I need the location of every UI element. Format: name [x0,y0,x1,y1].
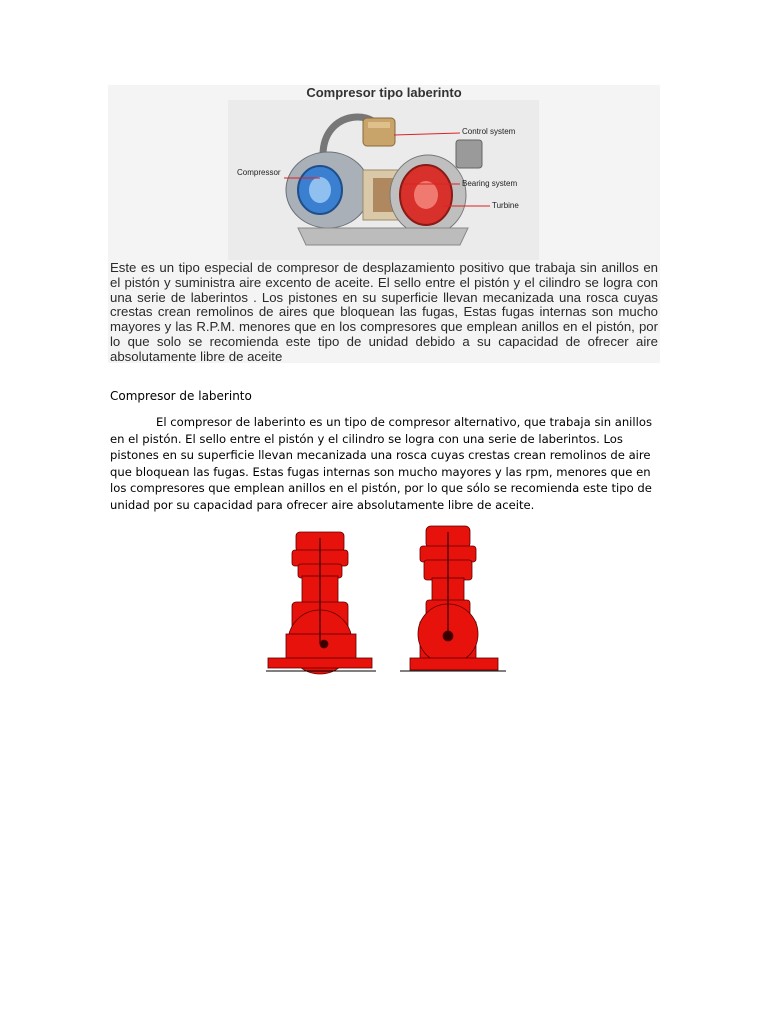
label-turbine: Turbine [492,201,519,210]
label-control-system: Control system [462,127,516,136]
section-paragraph [110,414,660,513]
label-bearing-system: Bearing system [462,179,518,188]
figure-title: Compresor tipo laberinto [306,85,462,100]
figure-paragraph: Este es un tipo especial de compresor de desplazamiento positivo que trabaja sin anillos en el pistón y suministra aire excento de aceite. El sello entre el pistón y el cilindro se logra con una serie de laberintos . Los pistones en su superficie llevan mecanizada una rosca cuyas crestas crean remolinos de aires que bloquean las fugas, Estas fugas internas son mucho mayores y las R.P.M. menores que en los compresores que emplean anillos en el pistón, por lo que solo se recomienda este tipo de unidad debido a su capacidad de ofrecer aire absolutamente libre de aceite [110,260,658,364]
compressor-cross-sections [262,524,510,676]
labyrinth-compressor-drawings [262,524,510,676]
label-compressor: Compressor [237,168,281,177]
compressor-drawing-left [268,532,372,674]
embedded-screenshot [108,85,660,363]
section-paragraph-text: El compresor de laberinto es un tipo de compresor alternativo, que trabaja sin anillos en el pistón. El sello entre el pistón y el cilindro se logra con una serie de laberintos. Los pistones en su superficie llevan mecanizada una rosca cuyas crestas crean remolinos de aire que bloquean las fugas. Estas fugas internas son mucho mayores y las rpm, menores que en los compresores que emplean anillos en el pistón, por lo que sólo se recomienda este tipo de unidad por su capacidad para ofrecer aire absolutamente libre de aceite. [110,415,652,512]
compressor-drawing-right [410,526,498,670]
turbocharger-figure [228,100,539,260]
section-heading: Compresor de laberinto [110,389,252,403]
